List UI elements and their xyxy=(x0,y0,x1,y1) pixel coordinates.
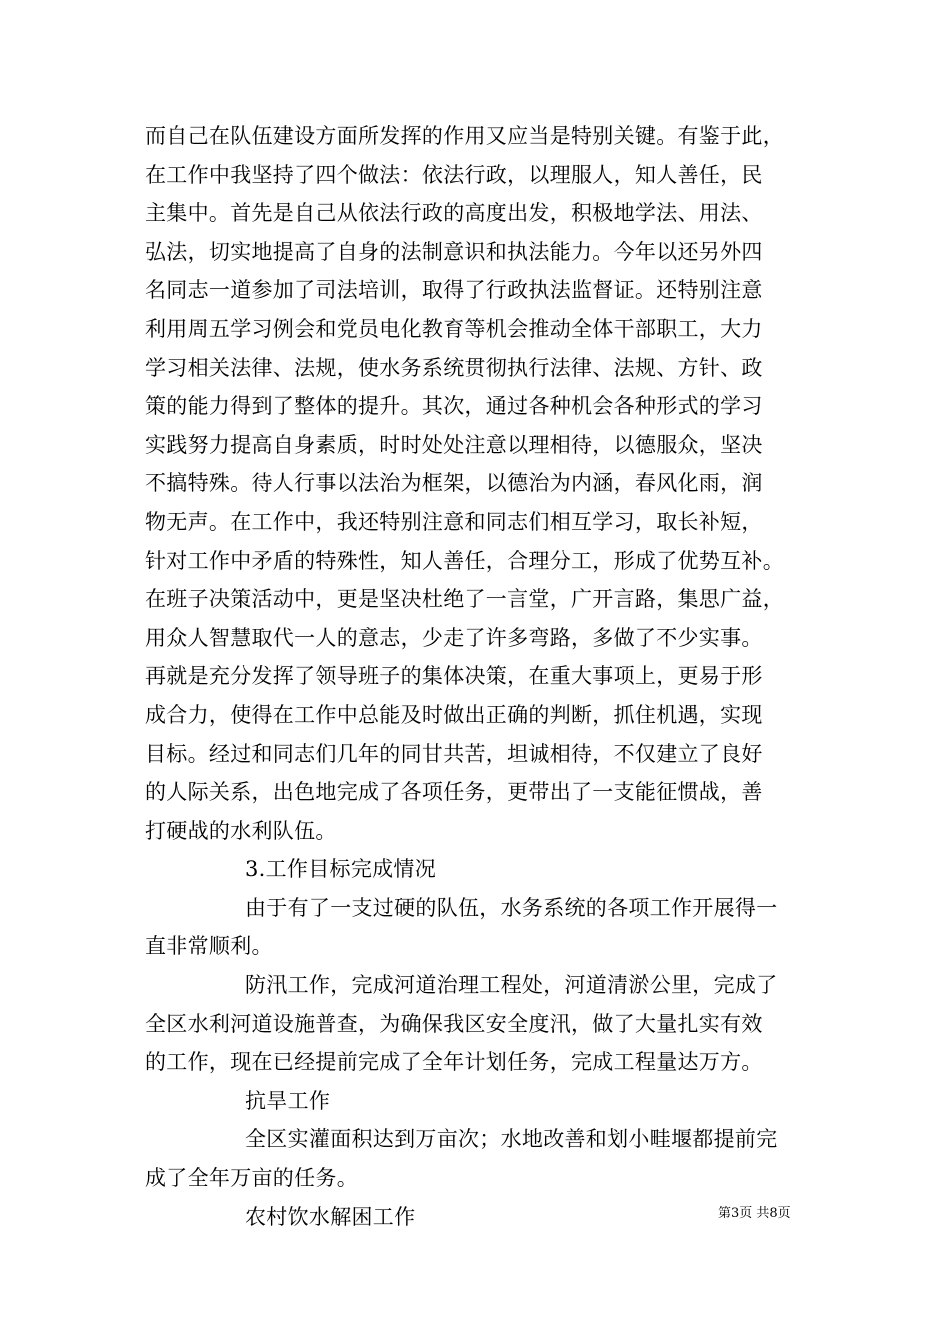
subheading: 农村饮水解困工作 xyxy=(245,1204,416,1229)
text-line: 直非常顺利。 xyxy=(145,934,273,959)
text-line: 学习相关法律、法规，使水务系统贯彻执行法律、法规、方针、政 xyxy=(145,355,763,380)
text-line: 防汛工作，完成河道治理工程处，河道清淤公里，完成了 xyxy=(245,973,778,998)
text-line: 由于有了一支过硬的队伍，水务系统的各项工作开展得一 xyxy=(245,895,778,920)
section-heading: 3.工作目标完成情况 xyxy=(245,857,437,882)
text-line: 的工作，现在已经提前完成了全年计划任务，完成工程量达万方。 xyxy=(145,1050,763,1075)
text-line: 实践努力提高自身素质，时时处处注意以理相待，以德服众，坚决 xyxy=(145,432,763,457)
text-line: 物无声。在工作中，我还特别注意和同志们相互学习，取长补短， xyxy=(145,509,763,534)
text-line: 再就是充分发挥了领导班子的集体决策，在重大事项上，更易于形 xyxy=(145,664,763,689)
text-line: 在工作中我坚持了四个做法：依法行政，以理服人，知人善任，民 xyxy=(145,162,763,187)
text-line: 而自己在队伍建设方面所发挥的作用又应当是特别关键。有鉴于此， xyxy=(145,124,784,148)
text-line: 目标。经过和同志们几年的同甘共苦，坦诚相待，不仅建立了良好 xyxy=(145,741,763,766)
text-line: 不搞特殊。待人行事以法治为框架，以德治为内涵，春风化雨，润 xyxy=(145,471,763,496)
text-line: 用众人智慧取代一人的意志，少走了许多弯路，多做了不少实事。 xyxy=(145,625,763,650)
text-line: 主集中。首先是自己从依法行政的高度出发，积极地学法、用法、 xyxy=(145,201,763,226)
text-line: 全区实灌面积达到万亩次；水地改善和划小畦堰都提前完 xyxy=(245,1127,778,1152)
text-line: 在班子决策活动中，更是坚决杜绝了一言堂，广开言路，集思广益， xyxy=(145,587,784,612)
text-line: 名同志一道参加了司法培训，取得了行政执法监督证。还特别注意 xyxy=(145,278,763,303)
text-line: 成了全年万亩的任务。 xyxy=(145,1166,358,1191)
text-line: 利用周五学习例会和党员电化教育等机会推动全体干部职工，大力 xyxy=(145,316,763,341)
text-line: 成合力，使得在工作中总能及时做出正确的判断，抓住机遇，实现 xyxy=(145,702,763,727)
text-line: 策的能力得到了整体的提升。其次，通过各种机会各种形式的学习 xyxy=(145,394,763,419)
page-number-footer: 第3页 共8页 xyxy=(718,1206,791,1221)
document-body xyxy=(145,117,810,1236)
text-line: 全区水利河道设施普查，为确保我区安全度汛，做了大量扎实有效 xyxy=(145,1011,763,1036)
text-line: 的人际关系，出色地完成了各项任务，更带出了一支能征惯战，善 xyxy=(145,780,763,805)
text-line: 打硬战的水利队伍。 xyxy=(145,818,337,843)
subheading: 抗旱工作 xyxy=(245,1088,331,1113)
text-line: 针对工作中矛盾的特殊性，知人善任，合理分工，形成了优势互补。 xyxy=(145,548,784,573)
text-line: 弘法，切实地提高了自身的法制意识和执法能力。今年以还另外四 xyxy=(145,239,763,264)
